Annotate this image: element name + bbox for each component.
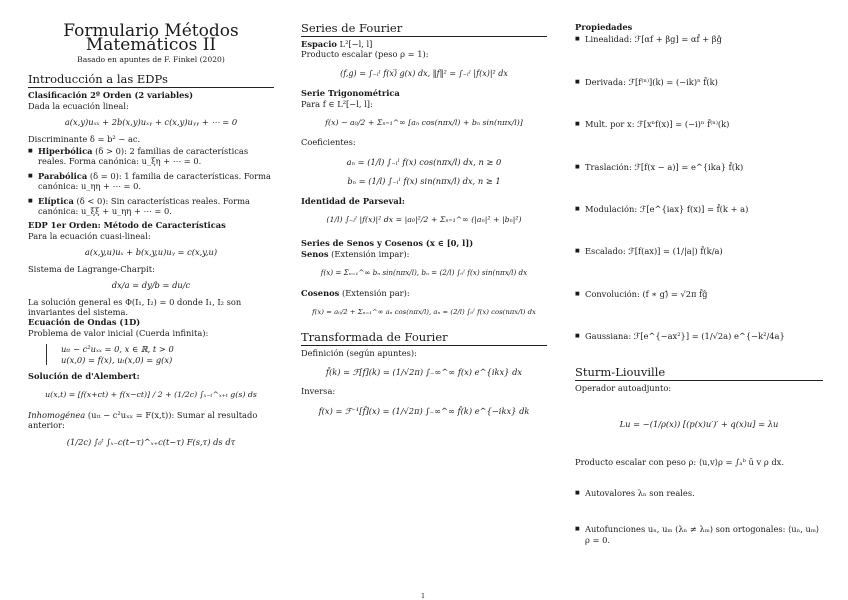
list-item: ■ Autofunciones uₙ, uₘ (λₙ ≠ λₘ) son ortogonales: ⟨uₙ, uₘ⟩ρ = 0. <box>575 524 823 545</box>
equation: bₙ = (1/l) ∫₋ₗˡ f(x) sin(nπx/l) dx, n ≥ 1 <box>347 176 501 187</box>
list-item <box>28 171 274 192</box>
list-item: ■ Derivada: ℱ[f⁽ⁿ⁾](k) = (−ik)ⁿ f̂(k) <box>575 77 823 87</box>
pde-type-list <box>28 146 274 216</box>
subsection-title-dalembert: Solución de d'Alembert: <box>28 370 140 381</box>
paragraph: Producto escalar con peso ρ: ⟨u,v⟩ρ = ∫ₐᵇ ū v ρ dx. <box>575 457 784 468</box>
equation: (1/l) ∫₋ₗˡ |f(x)|² dx = |a₀|²/2 + Σₙ₌₁^∞ (|aₙ|² + |bₙ|²) <box>326 215 522 225</box>
subsection-title-edp1: EDP 1er Orden: Método de Características <box>28 220 226 231</box>
paragraph: Problema de valor inicial (Cuerda infinita): <box>28 327 209 338</box>
equation: dx/a = dy/b = du/c <box>111 280 191 291</box>
list-item <box>28 196 274 217</box>
equation: (1/2c) ∫₀ᵗ ∫ₓ₋c(t−τ)^ₓ₊c(t−τ) F(s,τ) ds dτ <box>66 436 236 447</box>
inline-label: Cosenos <box>301 287 340 298</box>
inline-label: Espacio <box>301 39 337 49</box>
paragraph: Discriminante δ = b² − ac. <box>28 133 141 144</box>
equation: Lu = −(1/ρ(x)) [(p(x)u′)′ + q(x)u] = λu <box>619 419 779 430</box>
list-item: ■ Gaussiana: ℱ[e^{−ax²}] = (1/√2a) e^{−k²/4a} <box>575 331 823 341</box>
paragraph: Definición (según apuntes): <box>301 347 417 358</box>
list-item-text: (δ < 0): Sin características reales. Forma canónica: u_ξξ + u_ηη + ⋯ = 0. <box>38 195 250 217</box>
section-heading-fourier-series: Series de Fourier <box>301 22 547 37</box>
subsection-title-sin-cos: Series de Senos y Cosenos (x ∈ [0, l]) <box>301 238 474 249</box>
column-1 <box>28 22 274 453</box>
list-item-label: Hiperbólica <box>38 146 93 157</box>
subsection-title-classification: Clasificación 2º Orden (2 variables) <box>28 90 193 101</box>
paragraph: Inversa: <box>301 386 336 397</box>
inline-text: (uₜₜ − c²uₓₓ = F(x,t)): Sumar al resultado anterior: <box>28 409 258 431</box>
section-heading-intro: Introducción a las EDPs <box>28 73 274 88</box>
equation: f(x) = Σₙ₌₁^∞ bₙ sin(nπx/l), bₙ = (2/l) ∫₀ˡ f(x) sin(nπx/l) dx <box>320 268 528 278</box>
paragraph: Operador autoadjunto: <box>575 382 672 393</box>
property-list <box>575 34 823 341</box>
list-item-label: Elíptica <box>38 195 74 206</box>
equation: f(x) ∼ a₀/2 + Σₙ₌₁^∞ [aₙ cos(nπx/l) + bₙ sin(nπx/l)] <box>325 118 523 128</box>
column-3 <box>575 22 823 547</box>
paragraph: Para la ecuación cuasi-lineal: <box>28 230 151 241</box>
paragraph: La solución general es Φ(I₁, I₂) = 0 donde I₁, I₂ son invariantes del sistema. <box>28 296 242 317</box>
paragraph: Coeficientes: <box>301 137 356 148</box>
inline-text: (Extensión par): <box>339 287 410 298</box>
equation-line: uₜₜ − c²uₓₓ = 0, x ∈ ℝ, t > 0 <box>61 344 174 355</box>
inline-text: L²[−l, l] <box>336 39 373 49</box>
inline-label: Senos <box>301 248 329 259</box>
list-item: ■ Mult. por x: ℱ[xⁿf(x)] = (−i)ⁿ f̂⁽ⁿ⁾(k) <box>575 119 823 129</box>
equation: f̂(k) = ℱ[f](k) = (1/√2π) ∫₋∞^∞ f(x) e^{ikx} dx <box>325 366 523 377</box>
equation-system <box>46 344 274 365</box>
paragraph: Producto escalar (peso ρ = 1): <box>301 49 429 60</box>
document-title: Formulario Métodos Matemáticos II <box>63 21 239 55</box>
subsection-title-waves: Ecuación de Ondas (1D) <box>28 317 141 328</box>
section-heading-fourier-transform: Transformada de Fourier <box>301 331 547 346</box>
subsection-title-trig: Serie Trigonométrica <box>301 88 400 99</box>
paragraph: Dada la ecuación lineal: <box>28 100 129 111</box>
equation: f(x) = a₀/2 + Σₙ₌₁^∞ aₙ cos(nπx/l), aₙ = (2/l) ∫₀ˡ f(x) cos(nπx/l) dx <box>312 308 536 317</box>
subsection-title-parseval: Identidad de Parseval: <box>301 195 405 206</box>
subsection-title-properties: Propiedades <box>575 22 633 32</box>
paragraph <box>301 288 547 298</box>
sturm-list <box>575 488 823 545</box>
list-item: ■ Traslación: ℱ[f(x − a)] = e^{ika} f̂(k) <box>575 162 823 172</box>
list-item-text: (δ > 0): 2 familias de características reales. Forma canónica: u_ξη + ⋯ = 0. <box>38 146 249 167</box>
list-item-label: Parabólica <box>38 170 88 181</box>
equation-line: u(x,0) = f(x), uₜ(x,0) = g(x) <box>61 354 173 365</box>
document-subtitle: Basado en apuntes de F. Finkel (2020) <box>77 55 225 64</box>
section-heading-sturm-liouville: Sturm-Liouville <box>575 366 823 381</box>
paragraph: Para f ∈ L²[−l, l]: <box>301 98 373 109</box>
equation: f(x) = ℱ⁻¹[f̂](x) = (1/√2π) ∫₋∞^∞ f̂(k) e^{−ikx} dk <box>318 405 530 416</box>
inline-text: (Extensión impar): <box>328 248 410 259</box>
column-2 <box>301 22 547 425</box>
list-item: ■ Escalado: ℱ[f(ax)] = (1/|a|) f̂(k/a) <box>575 246 823 256</box>
equation: (f,g) = ∫₋ₗˡ f(x)̅ g(x) dx, ‖f‖² = ∫₋ₗˡ |f(x)|² dx <box>340 68 508 78</box>
list-item: ■ Modulación: ℱ[e^{iax} f(x)] = f̂(k + a) <box>575 204 823 214</box>
paragraph <box>301 249 547 259</box>
equation: a(x,y)uₓₓ + 2b(x,y)uₓᵧ + c(x,y)uᵧᵧ + ⋯ = 0 <box>64 117 238 128</box>
list-item: ■ Autovalores λₙ son reales. <box>575 488 823 498</box>
inline-label: Inhomogénea <box>28 409 86 420</box>
list-item: ■ Linealidad: ℱ[αf + βg] = αf̂ + βĝ <box>575 34 823 44</box>
equation: a(x,y,u)uₓ + b(x,y,u)uᵧ = c(x,y,u) <box>84 247 218 258</box>
list-item <box>28 146 274 167</box>
page-number: 1 <box>421 592 426 600</box>
paragraph <box>28 410 274 431</box>
paragraph: Sistema de Lagrange-Charpit: <box>28 263 155 274</box>
equation: u(x,t) = [f(x+ct) + f(x−ct)] / 2 + (1/2c) ∫ₓ₋ₜ^ₓ₊ₜ g(s) ds <box>45 390 257 400</box>
equation: aₙ = (1/l) ∫₋ₗˡ f(x) cos(nπx/l) dx, n ≥ 0 <box>346 156 502 167</box>
list-item: ■ Convolución: (f ∗ g)̂ = √2π f̂ĝ <box>575 289 823 299</box>
list-item-text: (δ = 0): 1 familia de características. Forma canónica: u_ηη + ⋯ = 0. <box>38 170 271 192</box>
paragraph <box>301 39 547 49</box>
